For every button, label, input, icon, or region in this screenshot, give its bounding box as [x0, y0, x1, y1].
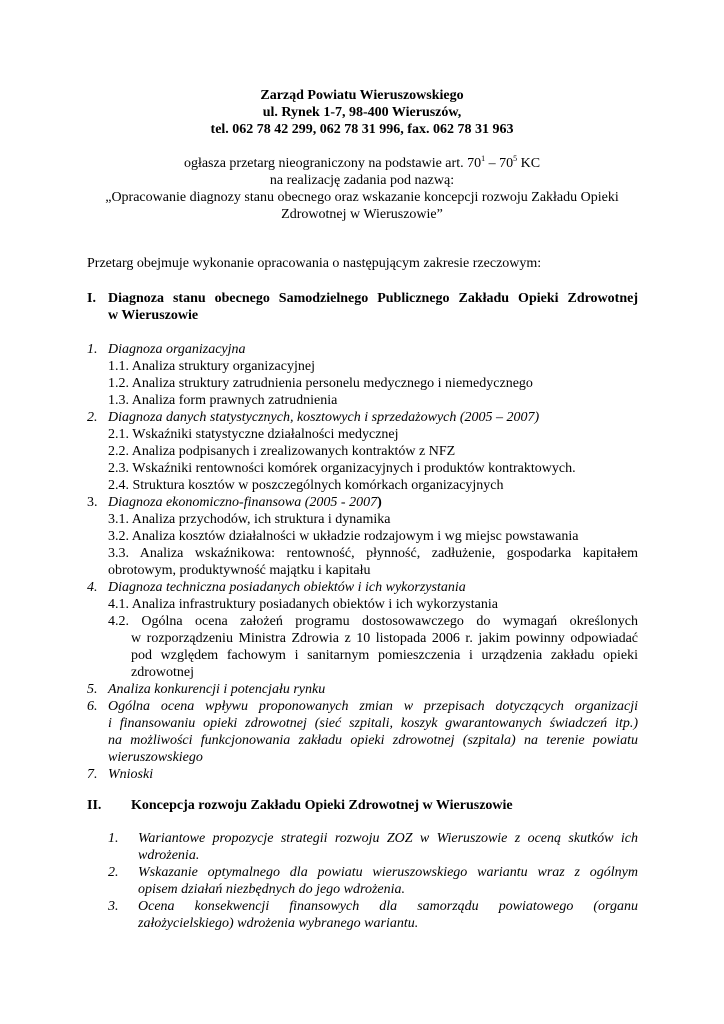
- list-item: Diagnoza techniczna posiadanych obiektów i ich wykorzystania: [108, 580, 466, 595]
- list-subitem: 3.2. Analiza kosztów działalności w układzie rodzajowym i wg miejsc powstawania: [108, 529, 579, 544]
- section2-number: II.: [87, 798, 102, 813]
- list-item: Analiza konkurencji i potencjału rynku: [108, 682, 326, 697]
- announce-legal-basis: ogłasza przetarg nieograniczony na podstawie art. $70^1 - 70^5$ KC: [183, 154, 541, 171]
- list-item: Wskazanie optymalnego dla powiatu wieruszowskiego wariantu wraz z ogólnym: [138, 865, 638, 880]
- list-item-cont: założycielskiego) wdrożenia wybranego wariantu.: [138, 916, 419, 931]
- list-subitem: 1.3. Analiza form prawnych zatrudnienia: [108, 393, 338, 408]
- list-item: Ogólna ocena wpływu proponowanych zmian w przepisach dotyczących organizacji: [108, 699, 638, 714]
- list-subitem: 4.1. Analiza infrastruktury posiadanych obiektów i ich wykorzystania: [108, 597, 498, 612]
- list-item-cont: na możliwości funkcjonowania zakładu opieki zdrowotnej (szpitala) na terenie powiatu: [108, 733, 638, 748]
- list-item: Wnioski: [108, 767, 154, 782]
- header-institution: Zarząd Powiatu Wieruszowskiego: [260, 88, 464, 103]
- list-item-cont: i finansowaniu opieki zdrowotnej (sieć szpitali, koszyk gwarantowanych świadczeń itp.): [108, 716, 638, 731]
- list-item-number: 6.: [87, 699, 98, 714]
- list-item-number: 1.: [108, 831, 119, 846]
- list-item-cont: wieruszowskiego: [108, 750, 203, 765]
- list-subitem: 2.1. Wskaźniki statystyczne działalności medycznej: [108, 427, 399, 442]
- list-item-cont: opisem działań niezbędnych do jego wdrożenia.: [138, 882, 406, 897]
- list-item-number: 1.: [87, 342, 98, 357]
- list-item: Wariantowe propozycje strategii rozwoju ZOZ w Wieruszowie z oceną skutków ich: [138, 831, 638, 846]
- list-item-number: 3.: [87, 495, 98, 510]
- list-subitem: 2.4. Struktura kosztów w poszczególnych komórkach organizacyjnych: [108, 478, 504, 493]
- list-subitem-cont: pod względem fachowym i sanitarnym pomieszczenia i urządzenia zakładu opieki: [131, 648, 638, 663]
- list-item-cont: wdrożenia.: [138, 848, 200, 863]
- list-item-number: 2.: [87, 410, 98, 425]
- header-phone: tel. 062 78 42 299, 062 78 31 996, fax. 062 78 31 963: [210, 122, 514, 137]
- list-item-number: 7.: [87, 767, 98, 782]
- list-item-number: 2.: [108, 865, 119, 880]
- list-item-number: 3.: [108, 899, 119, 914]
- list-subitem: 2.2. Analiza podpisanych i zrealizowanych kontraktów z NFZ: [108, 444, 456, 459]
- list-subitem: 3.3. Analiza wskaźnikowa: rentowność, płynność, zadłużenie, gospodarka kapitałem: [108, 546, 638, 561]
- list-subitem-cont: w rozporządzeniu Ministra Zdrowia z 10 listopada 2006 r. jakim powinny odpowiadać: [131, 631, 638, 646]
- list-item: Diagnoza ekonomiczno-finansowa (2005 - 2007): [108, 495, 382, 510]
- list-item: Diagnoza organizacyjna: [108, 342, 246, 357]
- announce-task-title-cont: Zdrowotnej w Wieruszowie”: [281, 207, 443, 222]
- list-subitem: 2.3. Wskaźniki rentowności komórek organizacyjnych i produktów kontraktowych.: [108, 461, 576, 476]
- list-item-number: 5.: [87, 682, 98, 697]
- list-item: Diagnoza danych statystycznych, kosztowych i sprzedażowych (2005 – 2007): [108, 410, 540, 425]
- list-subitem: 4.2. Ogólna ocena założeń programu dostosowawczego do wymagań określonych: [108, 614, 638, 629]
- list-item-number: 4.: [87, 580, 98, 595]
- section1-title-cont: w Wieruszowie: [108, 308, 199, 323]
- list-subitem-cont: zdrowotnej: [131, 665, 194, 680]
- header-address: ul. Rynek 1-7, 98-400 Wieruszów,: [262, 105, 462, 120]
- section2-title: Koncepcja rozwoju Zakładu Opieki Zdrowotnej w Wieruszowie: [131, 798, 513, 813]
- list-item: Ocena konsekwencji finansowych dla samorządu powiatowego (organu: [138, 899, 638, 914]
- announce-task-title: „Opracowanie diagnozy stanu obecnego oraz wskazanie koncepcji rozwoju Zakładu Opieki: [105, 190, 619, 205]
- list-subitem-cont: obrotowym, produktywność majątku i kapitału: [108, 563, 371, 578]
- list-subitem: 1.1. Analiza struktury organizacyjnej: [108, 359, 315, 374]
- list-subitem: 1.2. Analiza struktury zatrudnienia personelu medycznego i niemedycznego: [108, 376, 533, 391]
- section1-title: Diagnoza stanu obecnego Samodzielnego Publicznego Zakładu Opieki Zdrowotnej: [108, 291, 638, 306]
- section1-number: I.: [87, 291, 96, 306]
- list-subitem: 3.1. Analiza przychodów, ich struktura i dynamika: [108, 512, 391, 527]
- intro-paragraph: Przetarg obejmuje wykonanie opracowania o następującym zakresie rzeczowym:: [87, 256, 542, 271]
- announce-line2: na realizację zadania pod nazwą:: [269, 173, 455, 188]
